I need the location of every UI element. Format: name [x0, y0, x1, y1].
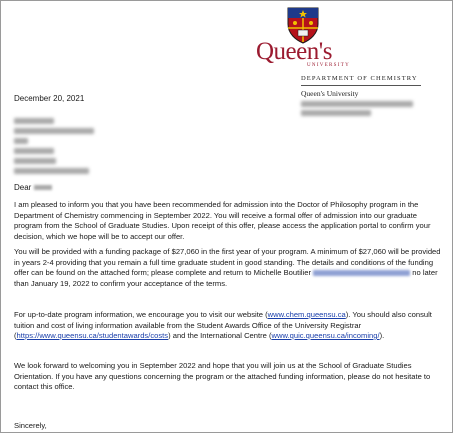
paragraph-admission: I am pleased to inform you that you have been recommended for admission into the Doctor of Philosophy program in the Department of Chemistry commencing in September 2022. You will receive a formal offer of admission into our graduate program from the School of Graduate Studies. Upon receipt of this offer, please access the application portal to confirm your decision, which we hope will be to accept our offer.: [14, 200, 431, 241]
redacted-recipient-line: [14, 158, 56, 164]
letter-date: December 20, 2021: [14, 94, 85, 103]
redacted-recipient-line: [14, 128, 94, 134]
address-title: Queen's University: [301, 89, 359, 98]
redacted-email-link: [313, 270, 410, 276]
paragraph-funding: [14, 247, 444, 289]
department-title: DEPARTMENT OF CHEMISTRY: [301, 75, 418, 82]
redacted-recipient-line: [14, 118, 54, 124]
redacted-address-line: [301, 101, 413, 107]
info-text-3: ) and the International Centre (: [168, 331, 272, 340]
funding-text-end: no later than January 19, 2022 to confirm your acceptance of the terms.: [14, 268, 438, 288]
salutation: [14, 183, 52, 192]
redacted-address-line: [301, 110, 371, 116]
info-text-2: ). You should also consult tuition and cost of living information available from the Student Awards Office of the University Registrar (: [14, 310, 432, 340]
chem-website-link[interactable]: www.chem.queensu.ca: [267, 310, 346, 319]
international-centre-link[interactable]: www.quic.queensu.ca/incoming/: [271, 331, 380, 340]
redacted-recipient-line: [14, 138, 28, 144]
redacted-name: [34, 185, 52, 190]
paragraph-welcome: We look forward to welcoming you in September 2022 and hope that you will join us at the School of Graduate Studies Orientation. If you have any questions concerning the program or the attached funding information, please do not hesitate to contact this office.: [14, 361, 431, 391]
university-subtitle: UNIVERSITY: [307, 63, 350, 68]
student-awards-link[interactable]: https://www.queensu.ca/studentawards/costs: [16, 331, 169, 340]
info-text-4: ).: [379, 331, 385, 340]
redacted-recipient-line: [14, 168, 89, 174]
university-wordmark: Queen's: [256, 38, 332, 65]
info-text-1: For up-to-date program information, we encourage you to visit our website (: [14, 310, 268, 319]
paragraph-program-info: [14, 310, 444, 342]
salutation-text: Dear: [14, 183, 32, 192]
funding-text: You will be provided with a funding package of $27,060 in the first year of your program. A minimum of $27,060 will be provided in years 2-4 providing that you remain a full time graduate student in good standing. The details and conditions of the funding offer can be found on the attached form; please complete and return to Michelle Boutilier: [14, 247, 441, 277]
header-divider: [301, 85, 421, 86]
closing: Sincerely,: [14, 421, 47, 430]
redacted-recipient-line: [14, 148, 54, 154]
